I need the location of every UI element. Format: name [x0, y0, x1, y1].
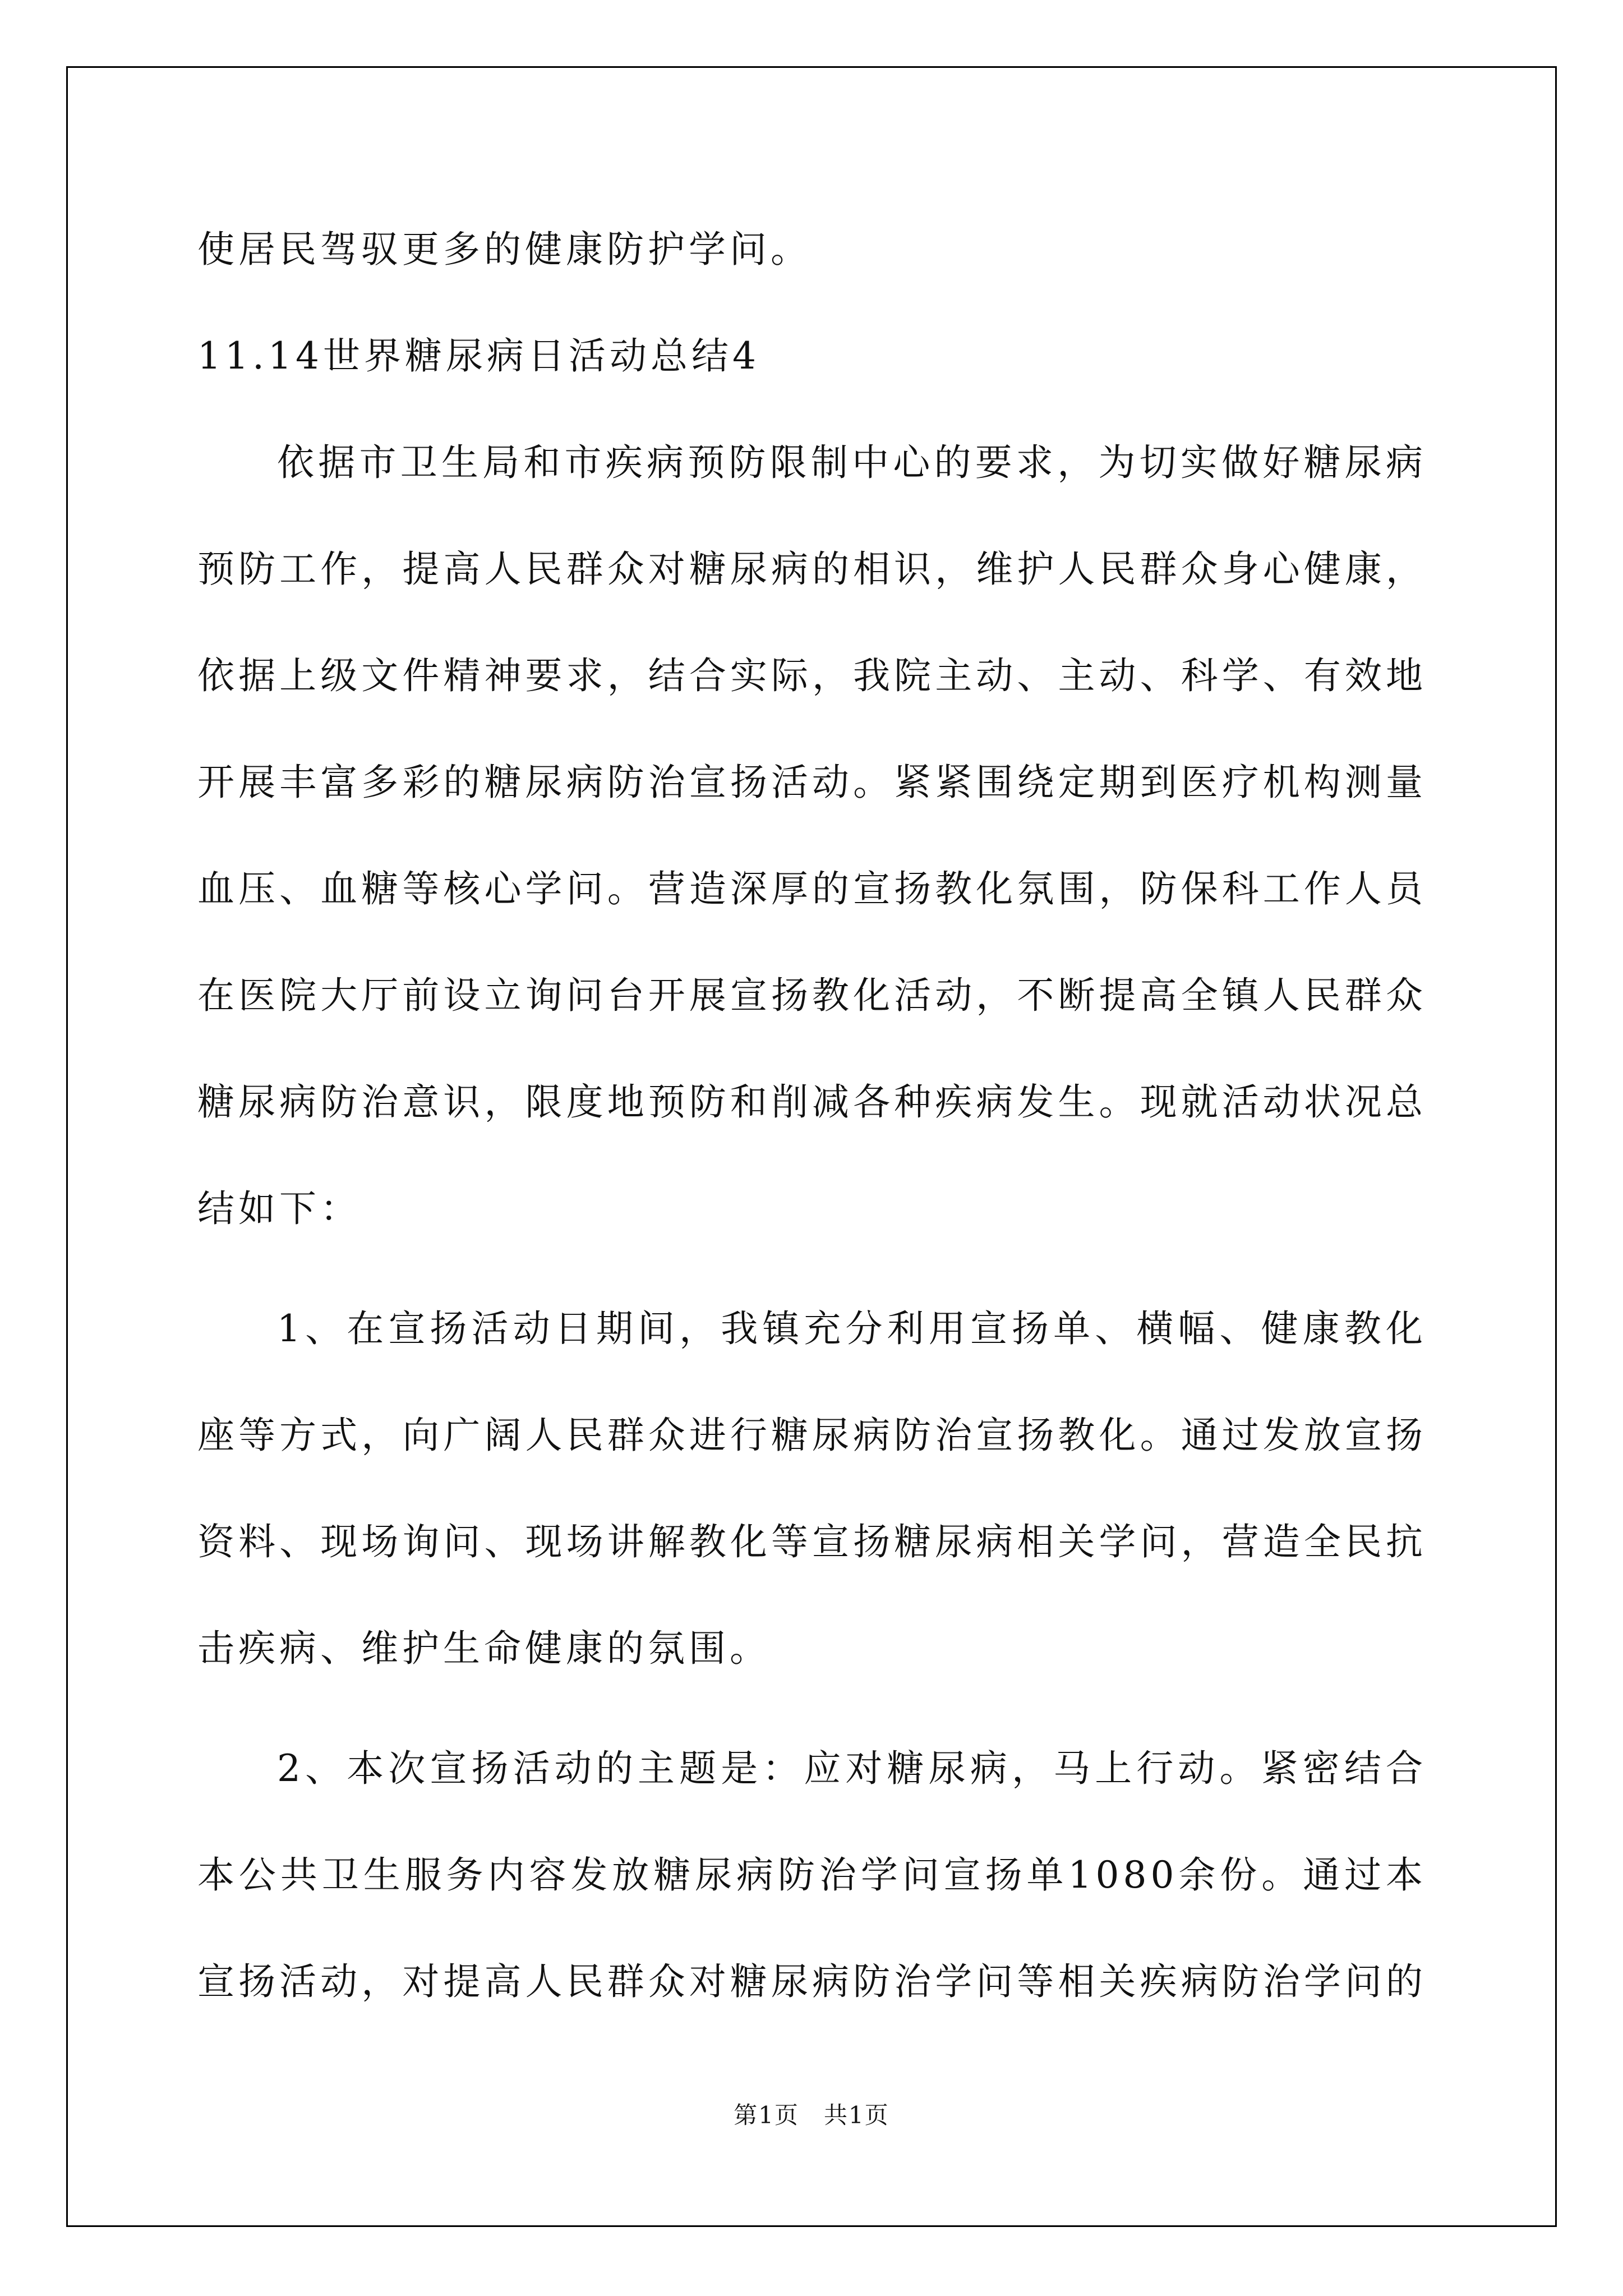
paragraph-line: 依据市卫生局和市疾病预防限制中心的要求，为切实做好糖尿病: [277, 441, 1427, 484]
paragraph-line: 依据上级文件精神要求，结合实际，我院主动、主动、科学、有效地: [197, 654, 1427, 697]
page-footer: [0, 2097, 1623, 2131]
page-number-label: 第1页 共1页: [734, 2101, 889, 2129]
paragraph-line: 糖尿病防治意识，限度地预防和削减各种疾病发生。现就活动状况总: [197, 1080, 1427, 1124]
paragraph-line: 血压、血糖等核心学问。营造深厚的宣扬教化氛围，防保科工作人员: [197, 867, 1427, 910]
paragraph-line: 击疾病、维护生命健康的氛围。: [197, 1627, 771, 1670]
paragraph-line: 宣扬活动，对提高人民群众对糖尿病防治学问等相关疾病防治学问的: [197, 1960, 1427, 2003]
paragraph-line: 在医院大厅前设立询问台开展宣扬教化活动，不断提高全镇人民群众: [197, 974, 1427, 1017]
paragraph-line: 2、本次宣扬活动的主题是：应对糖尿病，马上行动。紧密结合: [277, 1747, 1427, 1790]
paragraph-line: 座等方式，向广阔人民群众进行糖尿病防治宣扬教化。通过发放宣扬: [197, 1414, 1427, 1457]
paragraph-line: 结如下：: [197, 1187, 361, 1230]
paragraph-line: 开展丰富多彩的糖尿病防治宣扬活动。紧紧围绕定期到医疗机构测量: [197, 761, 1427, 804]
section-heading: 11.14世界糖尿病日活动总结4: [197, 334, 760, 378]
paragraph-line: 预防工作，提高人民群众对糖尿病的相识，维护人民群众身心健康，: [197, 547, 1427, 591]
paragraph-line: 使居民驾驭更多的健康防护学问。: [197, 228, 811, 271]
paragraph-line: 资料、现场询问、现场讲解教化等宣扬糖尿病相关学问，营造全民抗: [197, 1520, 1427, 1563]
paragraph-line: 1、在宣扬活动日期间，我镇充分利用宣扬单、横幅、健康教化: [277, 1307, 1427, 1350]
document-body: [197, 196, 1427, 2035]
paragraph-line: 本公共卫生服务内容发放糖尿病防治学问宣扬单1080余份。通过本: [197, 1853, 1427, 1897]
